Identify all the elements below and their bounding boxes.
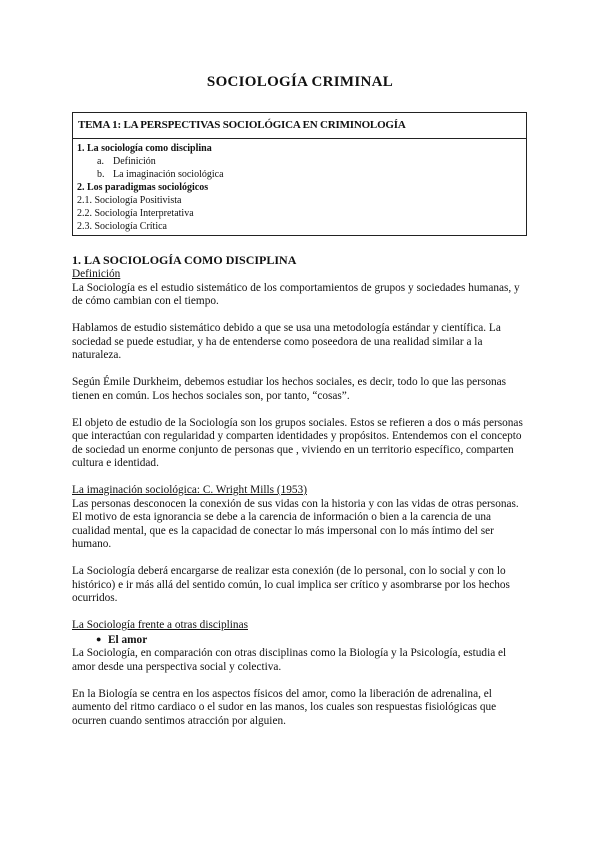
paragraph: La Sociología es el estudio sistemático de los comportamientos de grupos y sociedades humanas, y de cómo cambian con el tiempo. [72,281,520,307]
section-heading: 1. LA SOCIOLOGÍA COMO DISCIPLINA [72,253,297,267]
toc-item: 2.3. Sociología Crítica [77,221,167,232]
toc-item-label: Definición [113,156,156,167]
subsection-heading: Definición [72,268,121,280]
document-body [72,253,530,728]
paragraph: En la Biología se centra en los aspectos físicos del amor, como la liberación de adrenalina, el aumento del ritmo cardiaco o el sudor en las manos, los cuales son respuestas fisiológicas que ocurren cuando sentimos atracción por alguien. [72,687,497,727]
paragraph: El objeto de estudio de la Sociología son los grupos sociales. Estos se refieren a dos o más personas que interactúan con regularidad y comparten identidades y propósitos. Entendemos con el concepto de sociedad un enorme conjunto de personas que , viviendo en un territorio específico, comparten cultura e identidad. [72,416,523,469]
table-of-contents [72,112,527,236]
toc-item [77,155,526,168]
toc-item: 2.1. Sociología Positivista [77,195,182,206]
toc-list [73,139,526,233]
toc-item-label: La imaginación sociológica [113,169,224,180]
subsection-heading: La Sociología frente a otras disciplinas [72,619,248,631]
toc-item: 1. La sociología como disciplina [77,143,212,154]
paragraph: La Sociología, en comparación con otras disciplinas como la Biología y la Psicología, estudia el amor desde una perspectiva social y colectiva. [72,647,507,673]
toc-item [77,168,526,181]
bullet-icon: ● [96,633,102,644]
toc-item-marker: a. [97,156,104,167]
paragraph: Las personas desconocen la conexión de sus vidas con la historia y con las vidas de otras personas. El motivo de esta ignorancia se debe a la carencia de información o bien a la carencia de una cualidad mental, que es la capacidad de conectar lo más impersonal con lo más íntimo del ser humano. [72,497,519,550]
toc-heading: TEMA 1: LA PERSPECTIVAS SOCIOLÓGICA EN CRIMINOLOGÍA [73,113,526,139]
toc-item: 2. Los paradigmas sociológicos [77,182,209,193]
page-title: SOCIOLOGÍA CRIMINAL [206,74,394,90]
toc-item: 2.2. Sociología Interpretativa [77,208,194,219]
paragraph: Hablamos de estudio sistemático debido a que se usa una metodología estándar y científica. La sociedad se puede estudiar, y ha de entenderse como poseedora de una realidad similar a la naturaleza. [72,322,501,361]
bullet-label: El amor [108,633,148,646]
toc-item-marker: b. [97,169,105,180]
paragraph: La Sociología deberá encargarse de realizar esta conexión (de lo personal, con lo social y con lo histórico) e ir más allá del sentido común, lo cual implica ser crítico y asombrarse por los hechos ocurridos. [72,565,510,604]
subsection-heading: La imaginación sociológica: C. Wright Mills (1953) [72,484,307,496]
bullet-item [72,633,530,648]
paragraph: Según Émile Durkheim, debemos estudiar los hechos sociales, es decir, todo lo que las personas tienen en común. Los hechos sociales son, por tanto, “cosas”. [72,376,507,402]
